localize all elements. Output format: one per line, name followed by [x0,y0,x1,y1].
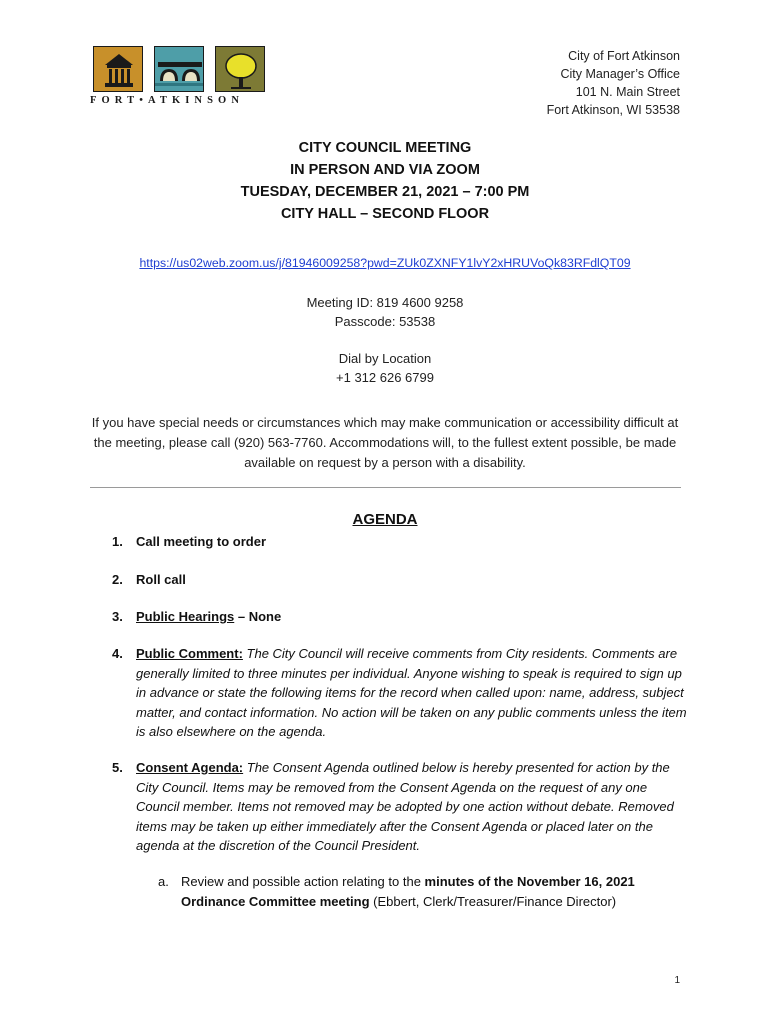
item-label: Public Comment: [136,646,243,661]
fort-atkinson-logo [90,46,270,106]
agenda-heading: AGENDA [352,511,418,528]
item-rest: – None [234,609,282,624]
page-number: 1 [674,975,680,986]
item-label: Call meeting to order [136,534,267,549]
item-number: 5. [112,760,123,775]
dial-info [0,349,770,387]
item-number: 4. [112,646,123,661]
address-block [547,47,680,119]
bridge-icon [154,46,204,92]
divider [90,487,681,488]
sub-item-text: Review and possible action relating to the [181,874,425,889]
meeting-passcode: Passcode: 53538 [334,314,436,329]
meeting-id: Meeting ID: 819 4600 9258 [306,295,464,310]
address-line: Fort Atkinson, WI 53538 [546,103,680,117]
agenda-item [112,644,687,742]
title-line: TUESDAY, DECEMBER 21, 2021 – 7:00 PM [240,184,530,200]
item-label: Roll call [136,572,186,587]
building-icon [93,46,143,92]
item-description: The Consent Agenda outlined below is hereby presented for action by the City Council. Items may be removed from the Consent Agenda on the request of any one Council member. Items not removed may be adopted by one action without debate. Removed items may be taken up either immediately after the Consent Agenda or placed later on the agenda at the discretion of the Council President. [136,760,674,853]
meeting-title [0,137,770,225]
meeting-credentials [0,293,770,331]
title-line: CITY HALL – SECOND FLOOR [280,206,490,222]
address-line: 101 N. Main Street [575,85,680,99]
zoom-link[interactable]: https://us02web.zoom.us/j/81946009258?pwd=ZUk0ZXNFY1lvY2xHRUVoQk83RFdlQT09 [139,256,631,270]
address-line: City Manager’s Office [560,67,680,81]
logo-wordmark: FORT•ATKINSON [90,95,245,106]
sub-item-owner: (Ebbert, Clerk/Treasurer/Finance Director) [369,894,617,909]
agenda-item [112,607,687,627]
address-line: City of Fort Atkinson [568,49,680,63]
title-line: CITY COUNCIL MEETING [298,140,472,156]
item-label: Public Hearings [136,609,235,624]
dial-number: +1 312 626 6799 [336,370,434,385]
sub-item-letter: a. [158,874,169,889]
dial-label: Dial by Location [338,351,432,366]
sub-item-bold: minutes of the November 16, 2021 Ordinance Committee meeting [181,874,635,909]
item-description: The City Council will receive comments from City residents. Comments are generally limited to three minutes per individual. Anyone wishing to speak is required to sign up in advance or state the following items for the record when called upon: name, address, subject matter, and contact information. No action will be taken on any public comments unless the item is also elsewhere on the agenda. [136,646,687,739]
agenda-item [112,532,687,552]
item-number: 3. [112,609,123,624]
item-label: Consent Agenda: [136,760,244,775]
item-number: 2. [112,572,123,587]
accessibility-notice: If you have special needs or circumstances which may make communication or accessibility difficult at the meeting, please call (920) 563-7760. Accommodations will, to the fullest extent possible, be made available on request by a person with a disability. [91,415,679,470]
consent-sub-item [158,872,678,912]
title-line: IN PERSON AND VIA ZOOM [290,162,480,178]
agenda-item [112,758,687,856]
tree-icon [215,46,265,92]
agenda-item [112,570,687,590]
item-number: 1. [112,534,123,549]
